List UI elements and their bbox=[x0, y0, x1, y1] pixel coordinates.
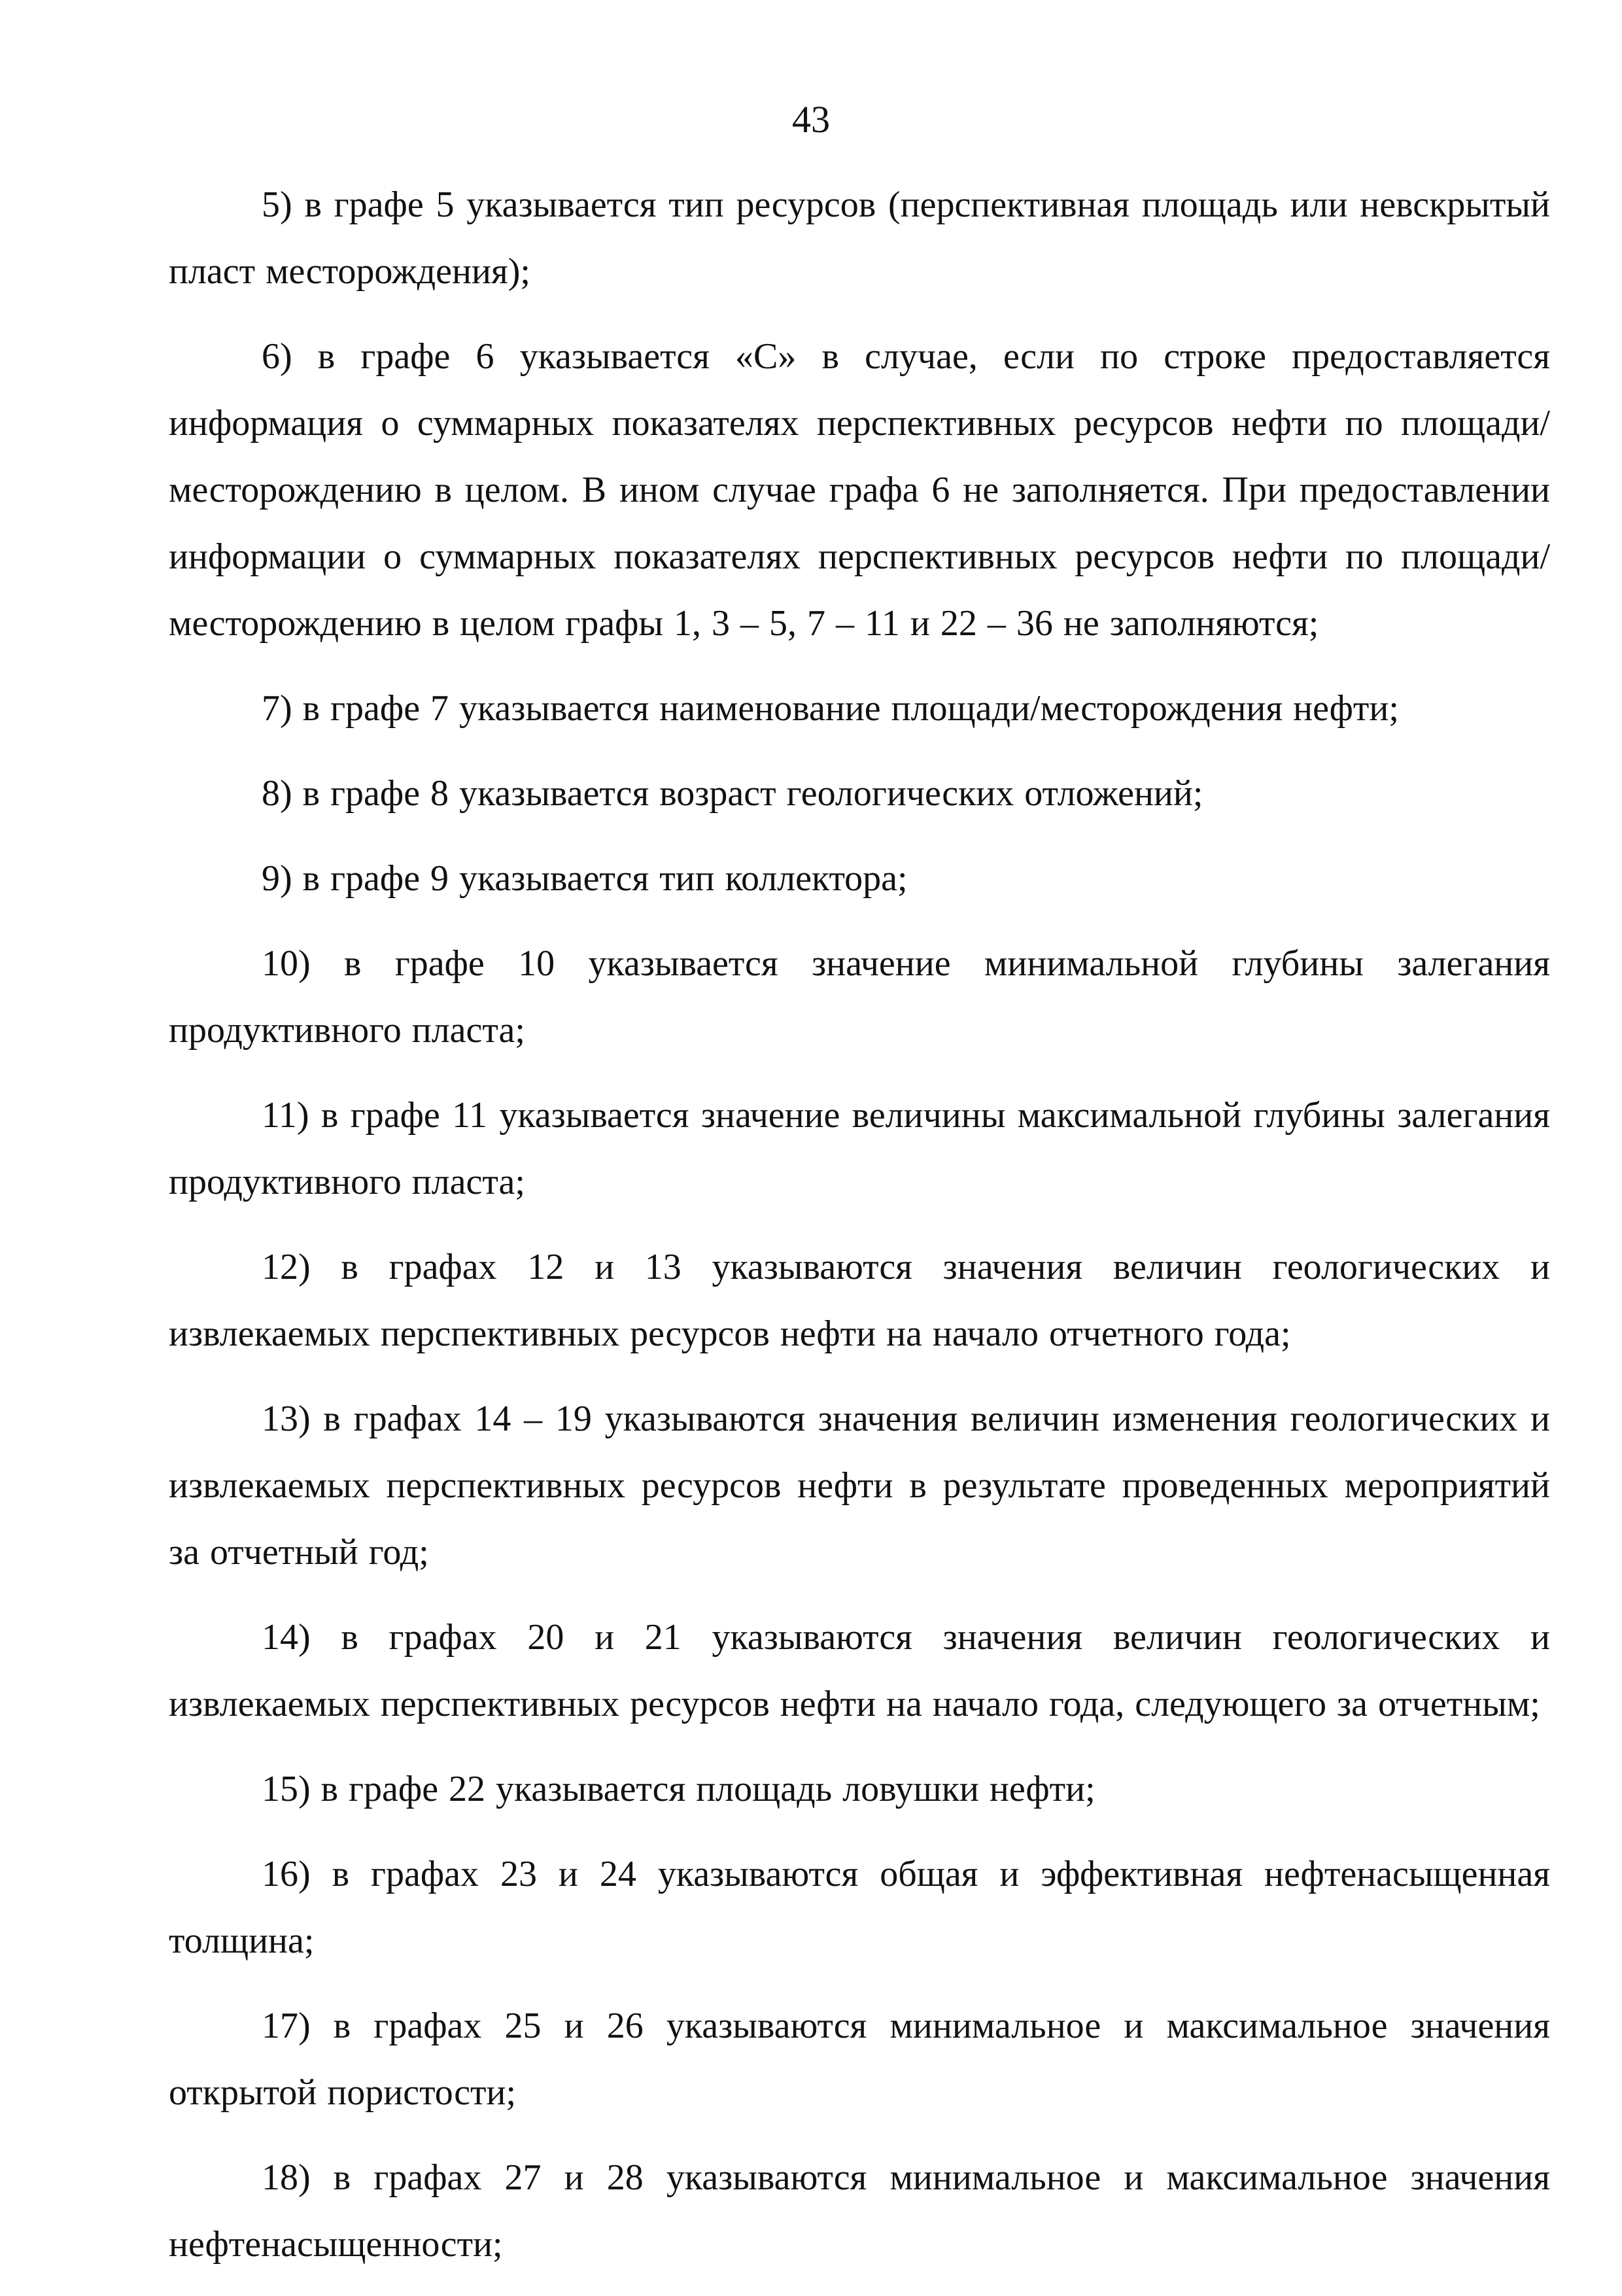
paragraph-item-17: 17) в графах 25 и 26 указываются минимальное и максимальное значения открытой пористости; bbox=[169, 2006, 1550, 2113]
paragraph-item-8: 8) в графе 8 указывается возраст геологических отложений; bbox=[262, 773, 1203, 814]
paragraph-item-14: 14) в графах 20 и 21 указываются значения величин геологических и извлекаемых перспективных ресурсов нефти на начало года, следующего за отчетным; bbox=[169, 1617, 1550, 1724]
document-body bbox=[169, 171, 1550, 2296]
paragraph-item-15: 15) в графе 22 указывается площадь ловушки нефти; bbox=[262, 1769, 1096, 1809]
paragraph-item-10: 10) в графе 10 указывается значение минимальной глубины залегания продуктивного пласта; bbox=[169, 943, 1550, 1051]
paragraph-item-6: 6) в графе 6 указывается «С» в случае, если по строке предоставляется информация о суммарных показателях перспективных ресурсов нефти по площади/месторождению в целом. В ином случае графа 6 не заполняется. При предоставлении информации о суммарных показателях перспективных ресурсов нефти по площади/месторождению в целом графы 1, 3 – 5, 7 – 11 и 22 – 36 не заполняются; bbox=[169, 336, 1550, 644]
paragraph-item-9: 9) в графе 9 указывается тип коллектора; bbox=[262, 858, 908, 899]
paragraph-item-12: 12) в графах 12 и 13 указываются значения величин геологических и извлекаемых перспективных ресурсов нефти на начало отчетного года; bbox=[169, 1247, 1550, 1354]
paragraph-item-11: 11) в графе 11 указывается значение величины максимальной глубины залегания продуктивного пласта; bbox=[169, 1095, 1550, 1202]
paragraph-item-13: 13) в графах 14 – 19 указываются значения величин изменения геологических и извлекаемых перспективных ресурсов нефти в результате проведенных мероприятий за отчетный год; bbox=[169, 1399, 1550, 1573]
page-number: 43 bbox=[792, 98, 830, 141]
paragraph-item-5: 5) в графе 5 указывается тип ресурсов (перспективная площадь или невскрытый пласт месторождения); bbox=[169, 184, 1550, 292]
paragraph-item-7: 7) в графе 7 указывается наименование площади/месторождения нефти; bbox=[262, 688, 1399, 729]
paragraph-item-16: 16) в графах 23 и 24 указываются общая и эффективная нефтенасыщенная толщина; bbox=[169, 1854, 1550, 1961]
paragraph-item-18: 18) в графах 27 и 28 указываются минимальное и максимальное значения нефтенасыщенности; bbox=[169, 2157, 1550, 2265]
